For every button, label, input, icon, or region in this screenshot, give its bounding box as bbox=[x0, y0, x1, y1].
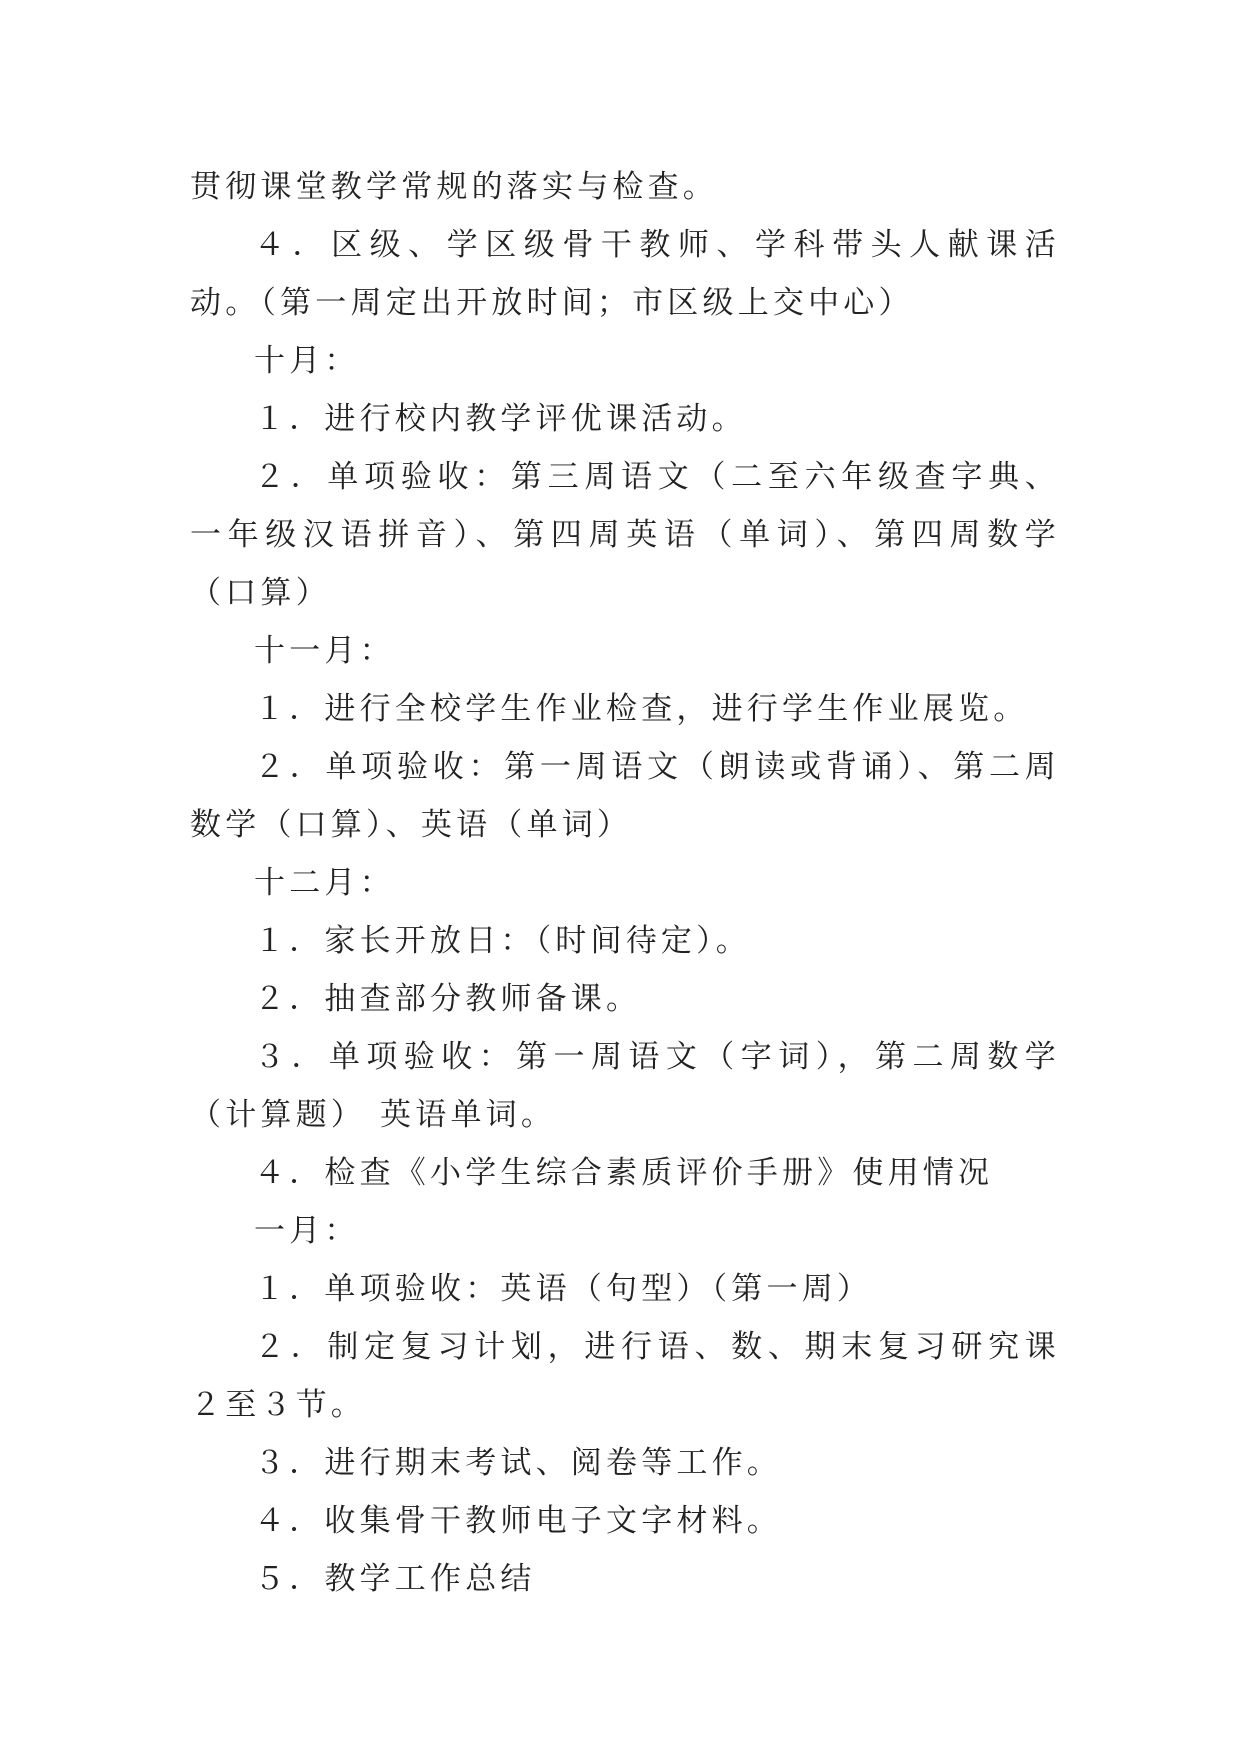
list-item: １．家长开放日：（时间待定）。 bbox=[254, 923, 751, 959]
list-item: １．进行全校学生作业检查，进行学生作业展览。 bbox=[254, 691, 1029, 727]
list-item: ４．收集骨干教师电子文字材料。 bbox=[254, 1503, 782, 1539]
list-item: ３．单项验收：第一周语文（字词），第二周数学（计算题） 英语单词。 bbox=[190, 1039, 1060, 1133]
list-item: ３．进行期末考试、阅卷等工作。 bbox=[254, 1445, 782, 1481]
list-item: １．进行校内教学评优课活动。 bbox=[254, 401, 747, 437]
list-item: ５．教学工作总结 bbox=[254, 1561, 536, 1597]
document-body bbox=[190, 158, 1060, 1608]
list-item: １．单项验收：英语（句型）（第一周） bbox=[254, 1271, 873, 1307]
paragraph: ４．区级、学区级骨干教师、学科带头人献课活动。（第一周定出开放时间；市区级上交中心） bbox=[190, 227, 1060, 321]
list-item: ２．单项验收：第一周语文（朗读或背诵）、第二周数学（口算）、英语（单词） bbox=[190, 749, 1060, 843]
list-item: ２．制定复习计划，进行语、数、期末复习研究课２至３节。 bbox=[190, 1329, 1060, 1423]
month-heading: 十一月： bbox=[254, 633, 395, 669]
list-item: ４．检查《小学生综合素质评价手册》使用情况 bbox=[254, 1155, 994, 1191]
month-heading: 十月： bbox=[254, 343, 360, 379]
list-item: ２．单项验收：第三周语文（二至六年级查字典、一年级汉语拼音）、第四周英语（单词）、第四周数学（口算） bbox=[190, 459, 1060, 611]
month-heading: 十二月： bbox=[254, 865, 395, 901]
month-heading: 一月： bbox=[254, 1213, 360, 1249]
list-item: ２．抽查部分教师备课。 bbox=[254, 981, 642, 1017]
paragraph: 贯彻课堂教学常规的落实与检查。 bbox=[190, 169, 718, 205]
